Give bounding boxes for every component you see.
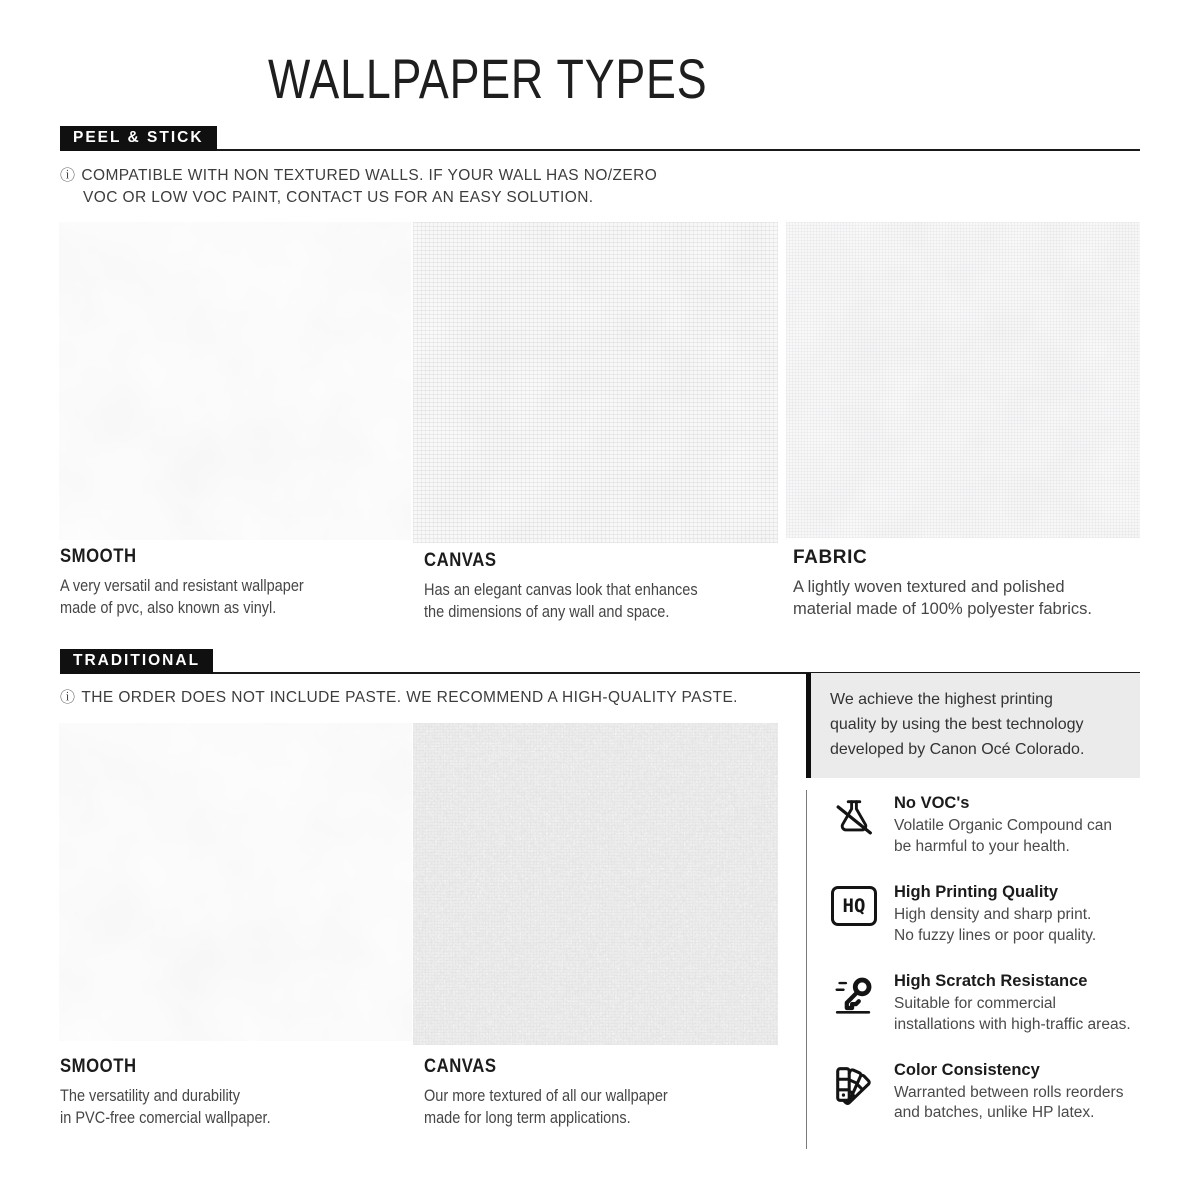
swatch-peel-smooth — [59, 222, 411, 540]
swatch-name: SMOOTH — [60, 546, 137, 567]
swatch-desc: made for long term applications. — [424, 1109, 631, 1128]
feature-desc: High density and sharp print. — [894, 905, 1092, 923]
caption-peel-smooth — [60, 546, 430, 620]
feature-desc: installations with high-traffic areas. — [894, 1015, 1131, 1033]
info-icon: ⓘ — [60, 689, 76, 706]
smooth-texture — [59, 222, 411, 540]
note-line: THE ORDER DOES NOT INCLUDE PASTE. WE RECOMMEND A HIGH-QUALITY PASTE. — [81, 689, 738, 706]
swatch-desc: made of pvc, also known as vinyl. — [60, 599, 277, 618]
page-title: WALLPAPER TYPES — [268, 47, 708, 110]
feature-desc: and batches, unlike HP latex. — [894, 1104, 1095, 1122]
swatch-peel-canvas — [413, 222, 778, 543]
quote-line: developed by Canon Océ Colorado. — [830, 740, 1085, 758]
feature-color-consistency — [831, 1061, 1140, 1125]
caption-peel-fabric — [793, 547, 1143, 621]
info-icon: ⓘ — [60, 167, 76, 184]
quote-line: quality by using the best technology — [830, 715, 1084, 733]
swatch-desc: A very versatil and resistant wallpaper — [60, 577, 304, 595]
section-rule — [217, 149, 1140, 151]
peel-stick-note — [60, 165, 700, 208]
feature-no-voc — [831, 794, 1140, 858]
printing-quality-quote — [806, 673, 1140, 778]
quote-line: We achieve the highest printing — [830, 691, 1053, 708]
swatch-name: FABRIC — [793, 547, 868, 568]
swatch-trad-canvas — [413, 723, 778, 1045]
canvas-texture — [413, 222, 778, 543]
swatch-desc: the dimensions of any wall and space. — [424, 603, 670, 622]
feature-high-scratch-resistance — [831, 972, 1140, 1036]
feature-desc: Suitable for commercial — [894, 994, 1056, 1012]
swatch-peel-fabric — [786, 222, 1140, 538]
note-line: VOC OR LOW VOC PAINT, CONTACT US FOR AN EASY SOLUTION. — [83, 188, 594, 206]
feature-title: High Scratch Resistance — [894, 971, 1088, 990]
color-swatch-fan-icon — [831, 1061, 877, 1111]
section-traditional-header — [60, 649, 1140, 674]
feature-title: High Printing Quality — [894, 882, 1059, 901]
hq-badge-icon — [831, 883, 877, 933]
rough-canvas-texture — [413, 723, 778, 1045]
section-label-peel-stick: PEEL & STICK — [60, 126, 217, 151]
swatch-trad-smooth — [59, 723, 412, 1041]
swatch-name: SMOOTH — [60, 1056, 137, 1077]
feature-desc: Warranted between rolls reorders — [894, 1083, 1124, 1101]
feature-desc: Volatile Organic Compound can — [894, 817, 1112, 834]
caption-peel-canvas — [424, 550, 794, 624]
hq-badge-text: HQ — [831, 886, 877, 926]
swatch-desc: A lightly woven textured and polished — [793, 578, 1065, 596]
swatch-name: CANVAS — [424, 1056, 497, 1077]
swatch-name: CANVAS — [424, 550, 497, 571]
swatch-desc: Has an elegant canvas look that enhances — [424, 581, 698, 599]
swatch-desc: Our more textured of all our wallpaper — [424, 1087, 668, 1105]
feature-desc: be harmful to your health. — [894, 837, 1070, 855]
key-scratch-icon — [831, 972, 877, 1022]
feature-list — [806, 790, 1140, 1149]
feature-title: No VOC's — [894, 794, 970, 812]
caption-trad-canvas — [424, 1056, 794, 1130]
feature-title: Color Consistency — [894, 1060, 1040, 1079]
note-line: COMPATIBLE WITH NON TEXTURED WALLS. IF YOUR WALL HAS NO/ZERO — [81, 167, 658, 184]
no-voc-flask-icon — [831, 794, 877, 844]
traditional-note — [60, 687, 780, 709]
swatch-desc: in PVC-free comercial wallpaper. — [60, 1109, 271, 1128]
swatch-desc: The versatility and durability — [60, 1087, 240, 1105]
section-label-traditional: TRADITIONAL — [60, 649, 213, 674]
smooth-texture — [59, 723, 412, 1041]
fabric-texture — [786, 222, 1140, 538]
feature-desc: No fuzzy lines or poor quality. — [894, 926, 1097, 944]
feature-high-printing-quality — [831, 883, 1140, 947]
caption-trad-smooth — [60, 1056, 430, 1130]
swatch-desc: material made of 100% polyester fabrics. — [793, 600, 1092, 619]
section-peel-stick-header — [60, 126, 1140, 151]
